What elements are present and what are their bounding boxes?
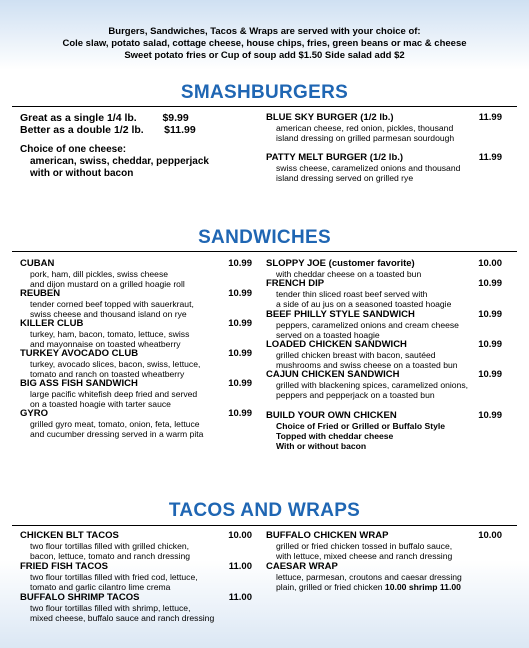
- menu-item-description: With or without bacon: [276, 441, 367, 451]
- menu-item-description: Choice of Fried or Grilled or Buffalo Style: [276, 421, 446, 431]
- menu-item-description: and dijon mustard on a grilled hoagie roll: [30, 279, 185, 289]
- menu-item-description: grilled gyro meat, tomato, onion, feta, lettuce: [30, 419, 200, 429]
- size-double: Better as a double 1/2 lb. $11.99: [20, 124, 196, 136]
- menu-item-name: BUFFALO SHRIMP TACOS: [20, 592, 140, 603]
- menu-item-description: served on a toasted hoagie: [276, 330, 380, 340]
- menu-item-price: 10.99: [228, 258, 252, 269]
- menu-item-price: 10.00: [228, 530, 252, 541]
- menu-item-description: mixed cheese, buffalo sauce and ranch dressing: [30, 613, 215, 623]
- menu-item-description: with cheddar cheese on a toasted bun: [276, 269, 422, 279]
- menu-item-price: 10.99: [228, 288, 252, 299]
- menu-item-name: CAESAR WRAP: [266, 561, 338, 572]
- burger-sizes: [20, 112, 252, 136]
- menu-item-description: plain, grilled or fried chicken 10.00 shrimp 11.00: [276, 582, 461, 592]
- menu-item-description: american cheese, red onion, pickles, thousand: [276, 123, 454, 133]
- intro-line: Burgers, Sandwiches, Tacos & Wraps are served with your choice of:: [108, 26, 421, 37]
- intro-text: [0, 26, 529, 62]
- choice-title: Choice of one cheese:: [20, 144, 127, 155]
- cheese-choice: [20, 144, 252, 180]
- menu-item-header: [20, 408, 252, 419]
- menu-item-header: [266, 561, 502, 572]
- menu-item: [266, 258, 502, 279]
- menu-item-header: [266, 530, 502, 541]
- menu-item-header: [20, 561, 252, 572]
- menu-item-header: [20, 378, 252, 389]
- menu-item-description: grilled or fried chicken tossed in buffalo sauce,: [276, 541, 453, 551]
- menu-item: [20, 561, 252, 592]
- menu-item: [266, 339, 502, 370]
- menu-item-header: [266, 152, 502, 163]
- menu-item-description: swiss cheese and thousand island on rye: [30, 309, 187, 319]
- menu-item-header: [20, 592, 252, 603]
- menu-item: [266, 152, 502, 183]
- menu-item-header: [266, 369, 502, 380]
- size-single: Great as a single 1/4 lb. $9.99: [20, 112, 189, 124]
- sandwiches-title: SANDWICHES: [198, 227, 331, 248]
- menu-item-price: 11.99: [478, 112, 502, 123]
- menu-item-name: CAJUN CHICKEN SANDWICH: [266, 369, 400, 380]
- menu-item-description: Topped with cheddar cheese: [276, 431, 394, 441]
- menu-item-price: 10.99: [478, 309, 502, 320]
- menu-item-price: 10.99: [228, 408, 252, 419]
- menu-item-header: [20, 288, 252, 299]
- menu-item-header: [20, 258, 252, 269]
- menu-item-header: [20, 318, 252, 329]
- menu-item-name: BLUE SKY BURGER (1/2 lb.): [266, 112, 394, 123]
- menu-item: [20, 348, 252, 379]
- menu-item-description: island dressing on grilled parmesan sourdough: [276, 133, 455, 143]
- menu-item-description: tomato and garlic cilantro lime crema: [30, 582, 171, 592]
- menu-item-description: peppers, caramelized onions and cream cheese: [276, 320, 459, 330]
- menu-item-description: with lettuce, mixed cheese and ranch dressing: [276, 551, 453, 561]
- menu-item: [20, 318, 252, 349]
- section-divider: [12, 251, 517, 252]
- menu-item: [266, 369, 502, 400]
- menu-item-price: 10.99: [478, 339, 502, 350]
- intro-line: Sweet potato fries or Cup of soup add $1.50 Side salad add $2: [124, 50, 405, 61]
- menu-item-description: on a toasted hoagie with tarter sauce: [30, 399, 171, 409]
- menu-item-price: 10.99: [228, 348, 252, 359]
- menu-item-description: peppers and pepperjack on a toasted bun: [276, 390, 435, 400]
- menu-item-name: PATTY MELT BURGER (1/2 lb.): [266, 152, 404, 163]
- smashburgers-title: SMASHBURGERS: [180, 82, 349, 103]
- menu-item-description: mushrooms and swiss cheese on a toasted bun: [276, 360, 458, 370]
- menu-item-price: 10.00 shrimp 11.00: [384, 582, 461, 592]
- menu-item: [266, 561, 502, 592]
- menu-item-name: BUFFALO CHICKEN WRAP: [266, 530, 389, 541]
- menu-item-description: grilled with blackening spices, caramelized onions,: [276, 380, 469, 390]
- menu-item-description: and cucumber dressing served in a warm pita: [30, 429, 204, 439]
- menu-item-description: tomato and ranch on toasted wheatberry: [30, 369, 185, 379]
- choice-line: with or without bacon: [30, 168, 134, 179]
- menu-item-price: 11.99: [478, 152, 502, 163]
- menu-item-name: BIG ASS FISH SANDWICH: [20, 378, 138, 389]
- menu-item: [266, 410, 502, 451]
- menu-item-price: 10.00: [478, 530, 502, 541]
- menu-item-description: turkey, ham, bacon, tomato, lettuce, swiss: [30, 329, 190, 339]
- menu-item: [266, 530, 502, 561]
- menu-item-description: and mayonnaise on toasted wheatberry: [30, 339, 181, 349]
- menu-item-description: tender thin sliced roast beef served with: [276, 289, 428, 299]
- menu-item-description: lettuce, parmesan, croutons and caesar dressing: [276, 572, 462, 582]
- menu-item-header: [266, 258, 502, 269]
- menu-item-price: 10.99: [478, 369, 502, 380]
- menu-item-description: bacon, lettuce, tomato and ranch dressing: [30, 551, 191, 561]
- menu-item-description: large pacific whitefish deep fried and served: [30, 389, 198, 399]
- menu-item: [266, 278, 502, 309]
- menu-item: [20, 592, 252, 623]
- menu-item-price: 10.00: [478, 258, 502, 269]
- menu-item: [266, 309, 502, 340]
- menu-item-name: FRIED FISH TACOS: [20, 561, 108, 572]
- menu-item-name: CUBAN: [20, 258, 55, 269]
- menu-item-description: a side of au jus on a seasoned toasted hoagie: [276, 299, 452, 309]
- menu-item-description: tender corned beef topped with sauerkraut,: [30, 299, 194, 309]
- intro-line: Cole slaw, potato salad, cottage cheese, house chips, fries, green beans or mac & cheese: [62, 38, 467, 49]
- menu-item-name: BEEF PHILLY STYLE SANDWICH: [266, 309, 415, 320]
- menu-item-price: 10.99: [478, 410, 502, 421]
- choice-line: american, swiss, cheddar, pepperjack: [30, 156, 209, 167]
- menu-item-name: FRENCH DIP: [266, 278, 325, 289]
- menu-item: [20, 530, 252, 561]
- menu-item-header: [20, 530, 252, 541]
- menu-item-price: 10.99: [228, 378, 252, 389]
- tacos-wraps-title: TACOS AND WRAPS: [168, 500, 361, 521]
- menu-item: [20, 408, 252, 439]
- section-divider: [12, 106, 517, 107]
- menu-item-description: swiss cheese, caramelized onions and thousand: [276, 163, 461, 173]
- menu-item-header: [266, 410, 502, 421]
- menu-item-header: [266, 112, 502, 123]
- menu-item-price: 11.00: [228, 592, 252, 603]
- menu-item-name: BUILD YOUR OWN CHICKEN: [266, 410, 397, 421]
- menu-item-header: [266, 339, 502, 350]
- menu-item-name: CHICKEN BLT TACOS: [20, 530, 119, 541]
- menu-item-header: [266, 278, 502, 289]
- menu-item-header: [20, 348, 252, 359]
- menu-item-description: two flour tortillas filled with grilled chicken,: [30, 541, 190, 551]
- menu-item-price: 10.99: [228, 318, 252, 329]
- menu-item-name: KILLER CLUB: [20, 318, 84, 329]
- menu-item: [20, 378, 252, 409]
- menu-item-name: LOADED CHICKEN SANDWICH: [266, 339, 407, 350]
- menu-item-name: TURKEY AVOCADO CLUB: [20, 348, 139, 359]
- menu-item: [20, 288, 252, 319]
- menu-item-description: island dressing served on grilled rye: [276, 173, 414, 183]
- menu-item-price: 10.99: [478, 278, 502, 289]
- menu-item: [266, 112, 502, 143]
- menu-item-price: 11.00: [228, 561, 252, 572]
- menu-item-description: pork, ham, dill pickles, swiss cheese: [30, 269, 169, 279]
- menu-item: [20, 258, 252, 289]
- menu-item-name: GYRO: [20, 408, 48, 419]
- menu-item-name: SLOPPY JOE (customer favorite): [266, 258, 415, 269]
- menu-item-description: turkey, avocado slices, bacon, swiss, lettuce,: [30, 359, 201, 369]
- menu-item-description: two flour tortillas filled with fried cod, lettuce,: [30, 572, 198, 582]
- menu-item-description: grilled chicken breast with bacon, sautéed: [276, 350, 436, 360]
- section-divider: [12, 525, 517, 526]
- menu-item-description: two flour tortillas filled with shrimp, lettuce,: [30, 603, 191, 613]
- menu-item-header: [266, 309, 502, 320]
- menu-item-name: REUBEN: [20, 288, 61, 299]
